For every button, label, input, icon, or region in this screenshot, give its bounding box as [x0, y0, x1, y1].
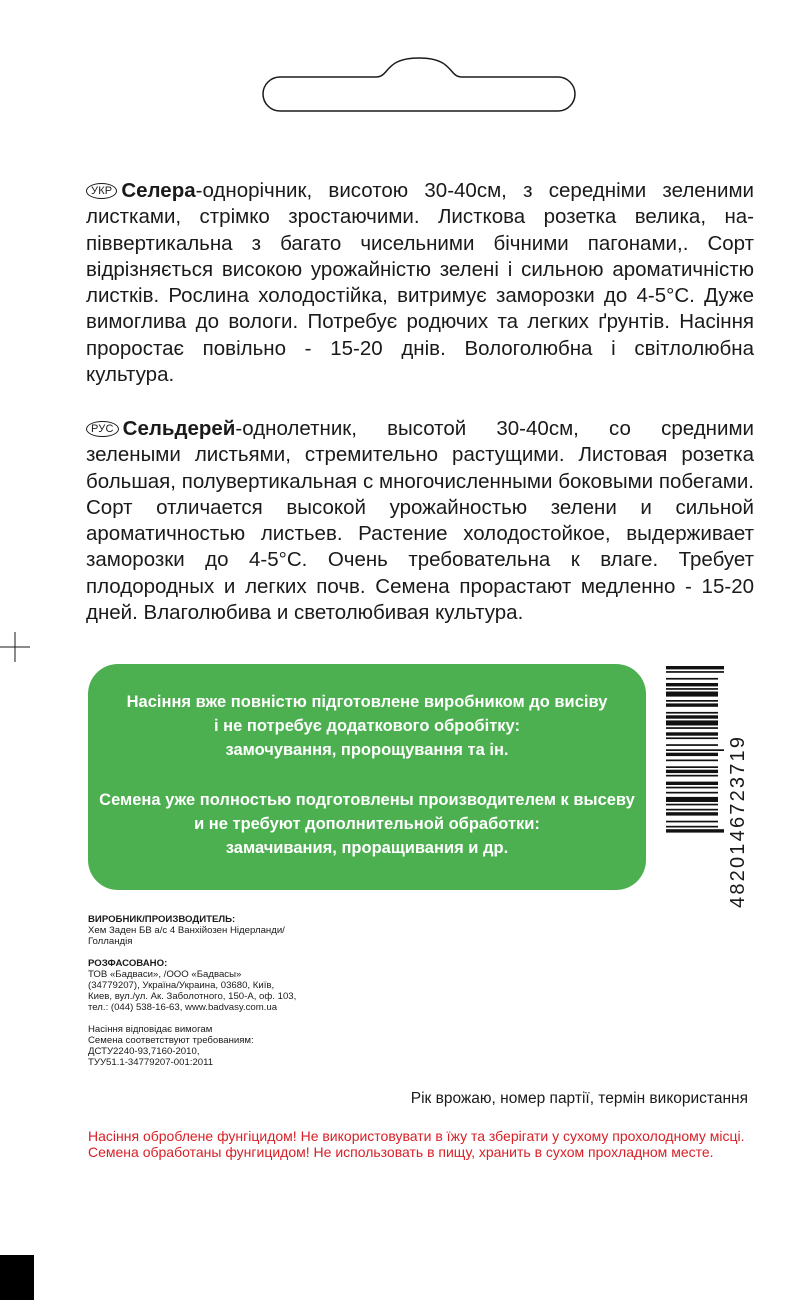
barcode-bar — [666, 792, 718, 794]
barcode-bar — [666, 744, 718, 746]
barcode-bar — [666, 678, 718, 680]
barcode-bar — [666, 732, 718, 735]
standards-line: Семена соответствуют требованиям: — [88, 1034, 254, 1046]
barcode-bar — [666, 809, 718, 811]
barcode-bar — [666, 749, 724, 751]
barcode-bar — [666, 700, 718, 702]
warning-ukr: Насіння оброблене фунгіцидом! Не використовувати в їжу та зберігати у сухому прохолодному місці. — [88, 1128, 745, 1144]
description-text-rus: -однолетник, высотой 30-40см, со средними зелеными листьями, стремительно растущими. Листовая розетка большая, полувертикальная с многочисленными боковыми побегами. Сорт отличается высокой урожайностью зелени и сильной ароматичностью листьев. Растение холодостойкое, выдерживает заморозки до 4-5°С. Очень требовательна к влаге. Требует плодородных и легких почв. Семена прорастают медленно - 15-20 дней. Влаголюбива и светолюбивая культура. — [86, 417, 754, 625]
packer-line: тел.: (044) 538-16-63, www.badvasy.com.ua — [88, 1002, 278, 1014]
barcode-bar — [666, 683, 718, 686]
barcode-bar — [666, 671, 724, 673]
notice-ukr-line: Насіння вже повністю підготовлене виробником до висіву — [126, 693, 608, 711]
notice-rus — [88, 788, 646, 860]
barcode-bar — [666, 703, 718, 706]
manufacturer-line: Хем Заден БВ а/с 4 Ванхійозен Нідерланди/ — [88, 925, 285, 937]
notice-ukr — [88, 690, 646, 762]
lang-badge-rus: РУС — [86, 421, 119, 437]
notice-ukr-line: і не потребує додаткового обробітку: — [214, 717, 520, 735]
registration-mark — [0, 632, 30, 662]
barcode-bar — [666, 829, 724, 832]
producer-info — [88, 914, 348, 1078]
seed-prepared-notice — [88, 664, 646, 890]
barcode-bar — [666, 812, 718, 815]
corner-mark — [0, 1255, 34, 1300]
barcode-bar — [666, 787, 718, 789]
notice-rus-line: и не требуют дополнительной обработки: — [194, 815, 540, 833]
crop-name-rus: Сельдерей — [122, 417, 236, 440]
barcode-bar — [666, 804, 718, 806]
packer-line: ТОВ «Бадваси», /ООО «Бадвасы» — [88, 968, 242, 980]
standards-line: Насіння відповідає вимогам — [88, 1023, 213, 1035]
barcode-bar — [666, 760, 718, 762]
manufacturer-line: Голландія — [88, 936, 133, 948]
fungicide-warning — [88, 1128, 768, 1160]
barcode-number: 4820146723719 — [727, 734, 749, 908]
barcode-bar — [666, 797, 718, 802]
packer-block — [88, 958, 348, 1014]
barcode-bar — [666, 821, 718, 823]
barcode-bar — [666, 770, 718, 773]
barcode-bar — [666, 753, 718, 756]
barcode-bar — [666, 826, 718, 828]
manufacturer-block — [88, 914, 348, 948]
barcode-bar — [666, 737, 718, 739]
notice-ukr-line: замочування, пророщування та ін. — [225, 741, 509, 759]
barcode-bar — [666, 715, 718, 718]
barcode-bar — [666, 692, 718, 697]
standards-line: ТУУ51.1-34779207-001:2011 — [88, 1057, 214, 1069]
description-ukr — [86, 178, 754, 388]
barcode-bar — [666, 766, 718, 768]
barcode-bar — [666, 688, 718, 690]
barcode-bar — [666, 720, 718, 725]
batch-info-label: Рік врожаю, номер партії, термін використання — [410, 1090, 748, 1107]
manufacturer-title: ВИРОБНИК/ПРОИЗВОДИТЕЛЬ: — [88, 914, 236, 925]
standards-line: ДСТУ2240-93,7160-2010, — [88, 1046, 200, 1058]
barcode — [660, 662, 749, 910]
barcode-bar — [666, 666, 724, 669]
barcode-bar — [666, 727, 718, 729]
notice-rus-line: Семена уже полностью подготовлены производителем к высеву — [99, 791, 635, 809]
notice-rus-line: замачивания, проращивания и др. — [225, 839, 509, 857]
barcode-bar — [666, 712, 718, 714]
barcode-bar — [666, 782, 718, 785]
lang-badge-ukr: УКР — [86, 183, 117, 199]
standards-block — [88, 1024, 348, 1069]
description-rus — [86, 416, 754, 626]
description-text-ukr: -однорічник, висотою 30-40см, з середніми зеленими листками, стрімко зростаючими. Листкова розетка велика, напіввертикальна з багато чисельними бічними пагонами,. Сорт відрізняється високою урожайністю зелені і сильною ароматичністю листків. Рослина холодостійка, витримує заморозки до 4-5°С. Дуже вимоглива до вологи. Потребує родючих та легких ґрунтів. Насіння проростає повільно - 15-20 днів. Вологолюбна і світлолюбна культура. — [86, 179, 754, 387]
packer-line: (34779207), Україна/Украина, 03680, Київ, — [88, 980, 275, 992]
barcode-bars — [666, 666, 724, 833]
packer-title: РОЗФАСОВАНО: — [88, 957, 168, 969]
packer-line: Киев, вул./ул. Ак. Заболотного, 150-А, оф. 103, — [88, 991, 297, 1003]
barcode-bar — [666, 775, 718, 777]
warning-rus: Семена обработаны фунгицидом! Не использовать в пищу, хранить в сухом прохладном месте. — [88, 1144, 714, 1160]
crop-name-ukr: Селера — [121, 179, 196, 202]
hang-slot-outline — [258, 54, 580, 112]
